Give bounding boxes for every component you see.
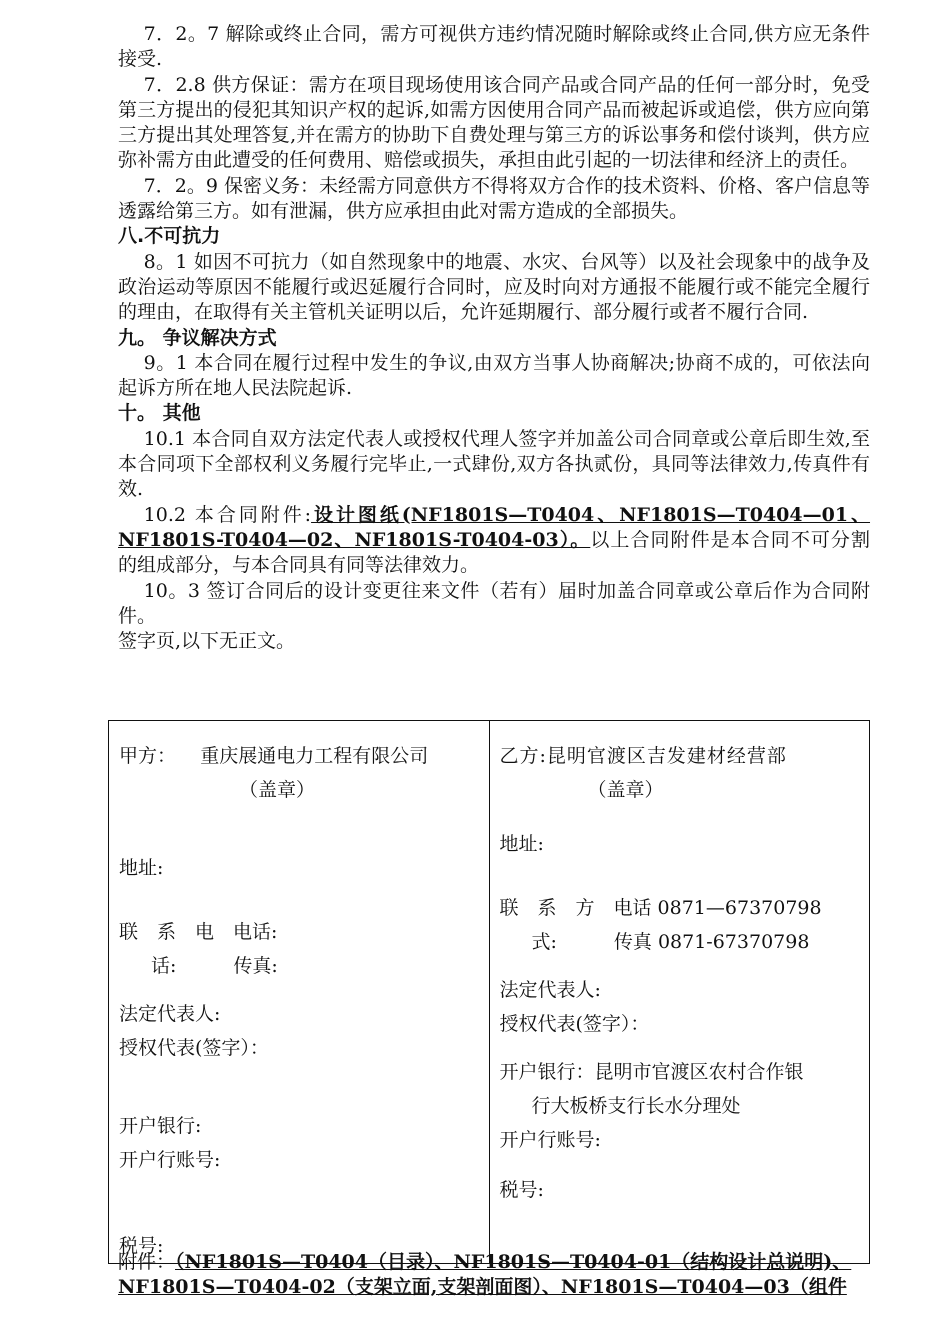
clause-7-2-7: 7．2。7 解除或终止合同，需方可视供方违约情况随时解除或终止合同,供方应无条件接受. xyxy=(118,23,870,71)
attachments-footer xyxy=(118,1250,878,1300)
party-b-name: 昆明官渡区吉发建材经营部 xyxy=(546,745,787,767)
party-a-legal-rep: 法定代表人: xyxy=(119,1003,221,1025)
party-b-cell xyxy=(489,721,870,1264)
attachments-list-1: （NF1801S—T0404（目录）、NF1801S—T0404-01（结构设计总说明)、 xyxy=(175,1251,852,1273)
party-a-bank: 开户银行: xyxy=(119,1115,202,1137)
party-a-address: 地址: xyxy=(119,857,164,879)
clause-7-2-8: 7．2.8 供方保证：需方在项目现场使用该合同产品或合同产品的任何一部分时，免受第三方提出的侵犯其知识产权的起诉,如需方因使用合同产品而被起诉或追偿，供方应向第三方提出其处理答复,并在需方的协助下自费处理与第三方的诉讼事务和偿付谈判，供方应弥补需方由此遭受的任何费用、赔偿或损失，承担由此引起的一切法律和经济上的责任。 xyxy=(118,73,870,172)
clause-9-1: 9。1 本合同在履行过程中发生的争议,由双方当事人协商解决;协商不成的，可依法向起诉方所在地人民法院起诉. xyxy=(118,351,870,400)
party-a-seal: （盖章） xyxy=(239,779,316,801)
section-10-heading: 十。 其他 xyxy=(118,402,201,425)
party-b-contact-line2: 式: 传真 0871-67370798 xyxy=(531,931,810,953)
clause-7-2-9: 7．2。9 保密义务：未经需方同意供方不得将双方合作的技术资料、价格、客户信息等透露给第三方。如有泄漏，供方应承担由此对需方造成的全部损失。 xyxy=(118,174,870,223)
contract-body xyxy=(118,22,870,654)
clause-8-1: 8。1 如因不可抗力（如自然现象中的地震、水灾、台风等）以及社会现象中的战争及政治运动等原因不能履行或迟延履行合同时，应及时向对方通报不能履行或不能完全履行的理由，在取得有关主管机关证明以后，允许延期履行、部分履行或者不履行合同. xyxy=(118,250,870,324)
attachments-line2 xyxy=(118,1275,878,1300)
party-b-bank-line1: 开户银行：昆明市官渡区农村合作银 xyxy=(499,1061,804,1083)
party-a-account: 开户行账号: xyxy=(119,1149,221,1171)
attachments-line1 xyxy=(118,1250,878,1275)
party-a-tax: 税号: xyxy=(119,1235,164,1257)
attachments-label: 附件： xyxy=(118,1251,176,1273)
party-a-contact-line2: 话: 传真: xyxy=(151,955,278,977)
clause-10-2 xyxy=(118,503,870,579)
signature-table xyxy=(108,720,870,1264)
party-b-tax: 税号: xyxy=(499,1179,544,1201)
section-8-heading: 八.不可抗力 xyxy=(118,225,221,248)
clause-10-1: 10.1 本合同自双方法定代表人或授权代理人签字并加盖公司合同章或公章后即生效,至本合同项下全部权利义务履行完毕止,一式肆份,双方各执贰份，具同等法律效力,传真件有效. xyxy=(118,427,870,501)
party-a-label: 甲方： xyxy=(119,745,177,767)
party-a-contact-line1: 联 系 电 电话: xyxy=(119,921,278,943)
party-a-cell xyxy=(109,721,490,1264)
party-b-contact-line1: 联 系 方 电话 0871—67370798 xyxy=(499,897,822,919)
party-b-seal: （盖章） xyxy=(587,779,664,801)
clause-10-2-prefix: 10.2 本合同附件: xyxy=(143,503,312,526)
clause-10-2-suffix: 以上合同附件是本合同不可分割的组成部分，与本合同具有同等法律效力。 xyxy=(118,528,870,577)
party-b-address: 地址: xyxy=(499,833,544,855)
party-b-header xyxy=(500,739,862,773)
party-b-label: 乙方: xyxy=(499,745,547,767)
party-b-bank-line2: 行大板桥支行长水分理处 xyxy=(531,1095,741,1117)
attachments-list-2: NF1801S—T0404-02（支架立面,支架剖面图）、NF1801S—T0404—03（组件 xyxy=(118,1276,847,1298)
party-a-authorized-rep: 授权代表(签字）： xyxy=(119,1037,269,1059)
party-a-name: 重庆展通电力工程有限公司 xyxy=(200,745,429,767)
party-a-header xyxy=(119,739,481,773)
party-b-account: 开户行账号: xyxy=(499,1129,601,1151)
signature-page-note: 签字页,以下无正文。 xyxy=(118,630,296,653)
attachment-list-inline: 设计图纸(NF1801S—T0404、NF1801S—T0404—01、NF1801S-T0404—02、NF1801S-T0404-03）。 xyxy=(118,503,871,551)
clause-10-3: 10。3 签订合同后的设计变更往来文件（若有）届时加盖合同章或公章后作为合同附件。 xyxy=(118,579,870,627)
party-b-authorized-rep: 授权代表(签字）： xyxy=(499,1013,650,1035)
party-b-legal-rep: 法定代表人: xyxy=(499,979,601,1001)
section-9-heading: 九。 争议解决方式 xyxy=(118,326,277,349)
